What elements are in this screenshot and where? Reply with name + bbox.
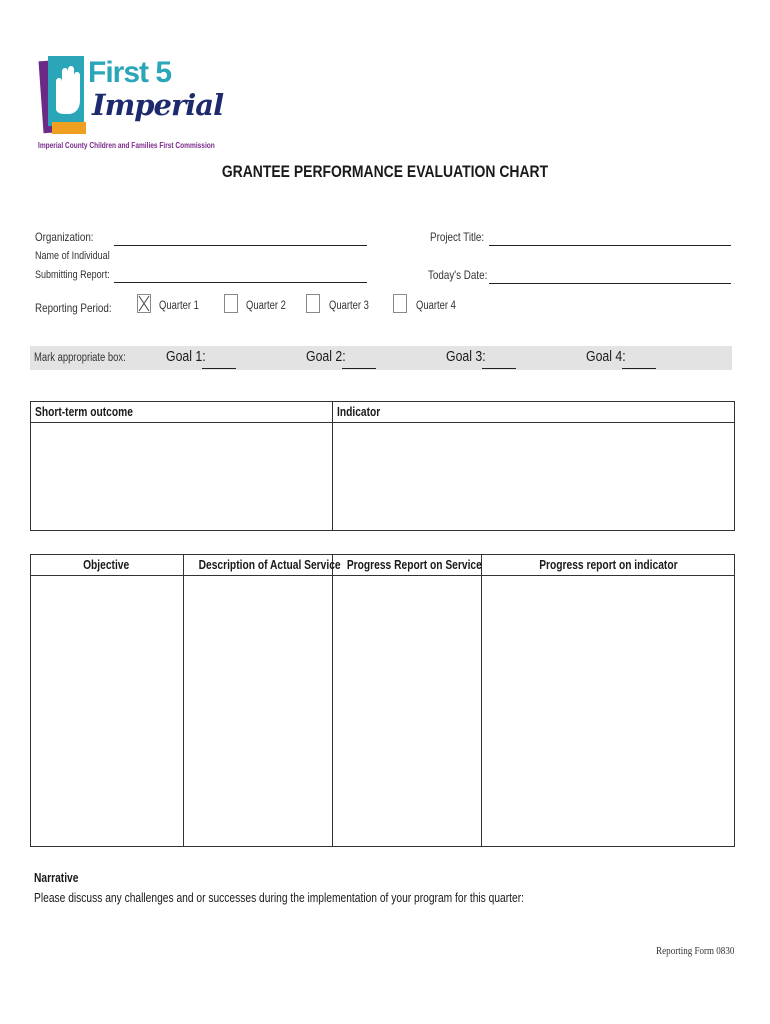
goal-4-blank[interactable]	[622, 354, 656, 369]
indicator-header: Indicator	[337, 405, 381, 419]
description-cell[interactable]	[184, 576, 331, 846]
form-footer-code: Reporting Form 0830	[655, 945, 734, 957]
logo-text-imperial: Imperial	[92, 88, 224, 122]
goal-2[interactable]: Goal 2:	[306, 348, 346, 365]
goal-4[interactable]: Goal 4:	[586, 348, 626, 365]
reporting-period-label: Reporting Period:	[35, 301, 112, 315]
progress-indicator-header: Progress report on indicator	[538, 558, 678, 572]
quarter-3-checkbox[interactable]	[306, 294, 320, 313]
indicator-cell[interactable]	[334, 423, 734, 530]
logo-text-first5: First 5	[88, 56, 172, 89]
progress-service-header: Progress Report on Service	[346, 558, 482, 572]
document-title: GRANTEE PERFORMANCE EVALUATION CHART	[221, 162, 549, 181]
todays-date-label: Today's Date:	[428, 268, 488, 282]
outcome-table-divider	[332, 401, 333, 531]
goal-3-blank[interactable]	[482, 354, 516, 369]
objective-header: Objective	[83, 558, 130, 572]
goal-1-blank[interactable]	[202, 354, 236, 369]
goal-1[interactable]: Goal 1:	[166, 348, 206, 365]
narrative-field[interactable]	[34, 910, 734, 938]
individual-label-line1: Name of Individual	[35, 250, 110, 262]
individual-field[interactable]	[114, 282, 367, 283]
check-x-icon	[138, 295, 150, 312]
objective-cell[interactable]	[31, 576, 182, 846]
goal-2-blank[interactable]	[342, 354, 376, 369]
quarter-2-label: Quarter 2	[246, 300, 286, 312]
quarter-1-label: Quarter 1	[159, 300, 199, 312]
goal-instruction: Mark appropriate box:	[34, 352, 126, 364]
short-term-outcome-header: Short-term outcome	[35, 405, 133, 419]
narrative-title: Narrative	[34, 871, 79, 885]
organization-label: Organization:	[35, 230, 94, 244]
quarter-1-checkbox[interactable]	[137, 294, 151, 313]
short-term-outcome-cell[interactable]	[31, 423, 331, 530]
quarter-4-checkbox[interactable]	[393, 294, 407, 313]
description-header: Description of Actual Service	[198, 558, 341, 572]
progress-indicator-cell[interactable]	[482, 576, 734, 846]
todays-date-field[interactable]	[489, 283, 731, 284]
individual-label-line2: Submitting Report:	[35, 269, 110, 281]
narrative-prompt: Please discuss any challenges and or successes during the implementation of your program for this quarter:	[34, 891, 524, 905]
organization-field[interactable]	[114, 245, 367, 246]
quarter-4-label: Quarter 4	[416, 300, 456, 312]
quarter-3-label: Quarter 3	[329, 300, 369, 312]
quarter-2-checkbox[interactable]	[224, 294, 238, 313]
project-title-label: Project Title:	[430, 230, 485, 244]
progress-service-cell[interactable]	[333, 576, 480, 846]
goal-3[interactable]: Goal 3:	[446, 348, 486, 365]
project-title-field[interactable]	[489, 245, 731, 246]
logo-caption: Imperial County Children and Families First Commission	[38, 141, 215, 150]
